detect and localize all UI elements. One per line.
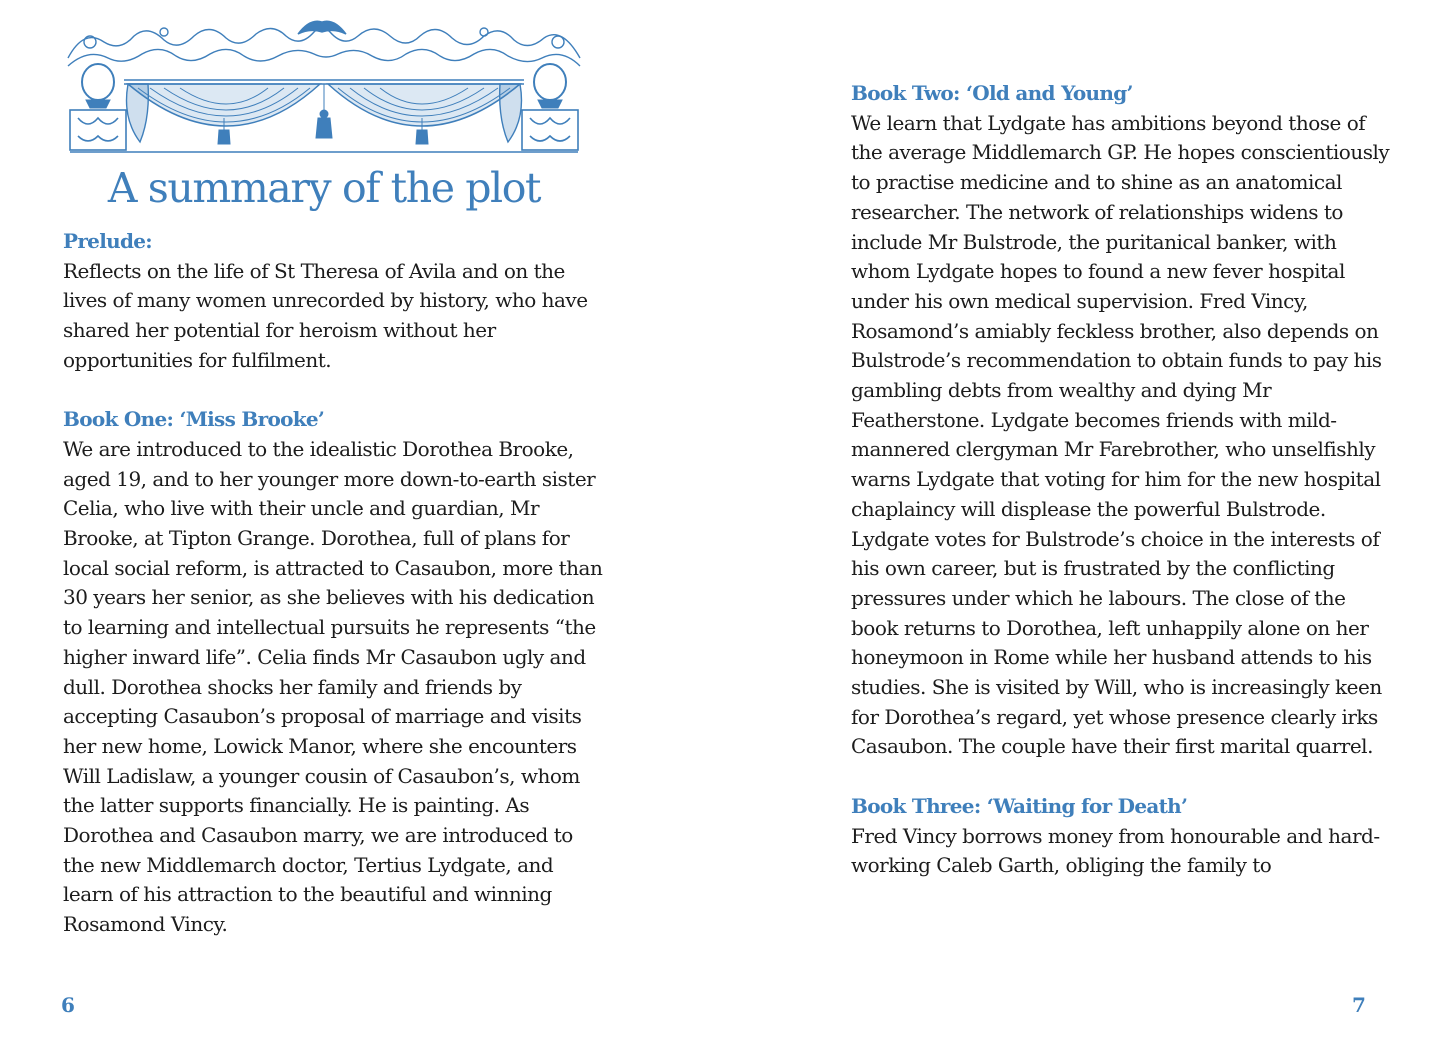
right-page (722, 0, 1445, 1054)
section-heading: Book Three: ‘Waiting for Death’ (851, 793, 1188, 818)
page-title: A summary of the plot (107, 164, 541, 212)
left-page (0, 0, 722, 1054)
section-prelude (63, 227, 603, 376)
page-number: 7 (1352, 993, 1366, 1017)
section-book-one (63, 405, 603, 940)
section-heading: Book Two: ‘Old and Young’ (851, 81, 1133, 105)
section-book-two (851, 79, 1396, 762)
section-body: We are introduced to the idealistic Dorothea Brooke, aged 19, and to her younger more down-to-earth sister Celia, who live with their uncle and guardian, Mr Brooke, at Tipton Grange. Dorothea, full of plans for local social reform, is attracted to Casaubon, more than 30 years her senior, as she believes with his dedication to learning and intellectual pursuits he represents “the higher inward life”. Celia finds Mr Casaubon ugly and dull. Dorothea shocks her family and friends by accepting Casaubon’s proposal of marriage and visits her new home, Lowick Manor, where she encounters Will Ladislaw, a younger cousin of Casaubon’s, whom the latter supports financially. He is painting. As Dorothea and Casaubon marry, we are introduced to the new Middlemarch doctor, Tertius Lydgate, and learn of his attraction to the beautiful and winning Rosamond Vincy. (63, 436, 603, 937)
section-body: Fred Vincy borrows money from honourable and hard-working Caleb Garth, obliging the family to (851, 823, 1380, 878)
section-heading: Book One: ‘Miss Brooke’ (63, 407, 325, 432)
section-heading: Prelude: (63, 229, 152, 253)
page-number: 6 (61, 993, 75, 1017)
left-column (63, 227, 603, 940)
right-column (851, 79, 1396, 881)
section-body: We learn that Lydgate has ambitions beyond those of the average Middlemarch GP. He hopes conscientiously to practise medicine and to shine as an anatomical researcher. The network of relationships widens to include Mr Bulstrode, the puritanical banker, with whom Lydgate hopes to found a new fever hospital under his own medical supervision. Fred Vincy, Rosamond’s amiably feckless brother, also depends on Bulstrode’s recommendation to obtain funds to pay his gambling debts from wealthy and dying Mr Featherstone. Lydgate becomes friends with mild-mannered clergyman Mr Farebrother, who unselfishly warns Lydgate that voting for him for the new hospital chaplaincy will displease the powerful Bulstrode. Lydgate votes for Bulstrode’s choice in the interests of his own career, but is frustrated by the conflicting pressures under which he labours. The close of the book returns to Dorothea, left unhappily alone on her honeymoon in Rome while her husband attends to his studies. She is visited by Will, who is increasingly keen for Dorothea’s regard, yet whose presence clearly irks Casaubon. The couple have their first marital quarrel. (851, 110, 1390, 759)
swag-curtain-drapery-icon (64, 18, 584, 156)
section-book-three (851, 792, 1396, 881)
section-body: Reflects on the life of St Theresa of Avila and on the lives of many women unrecorded by history, who have shared her potential for heroism without her opportunities for fulfilment. (63, 258, 588, 372)
